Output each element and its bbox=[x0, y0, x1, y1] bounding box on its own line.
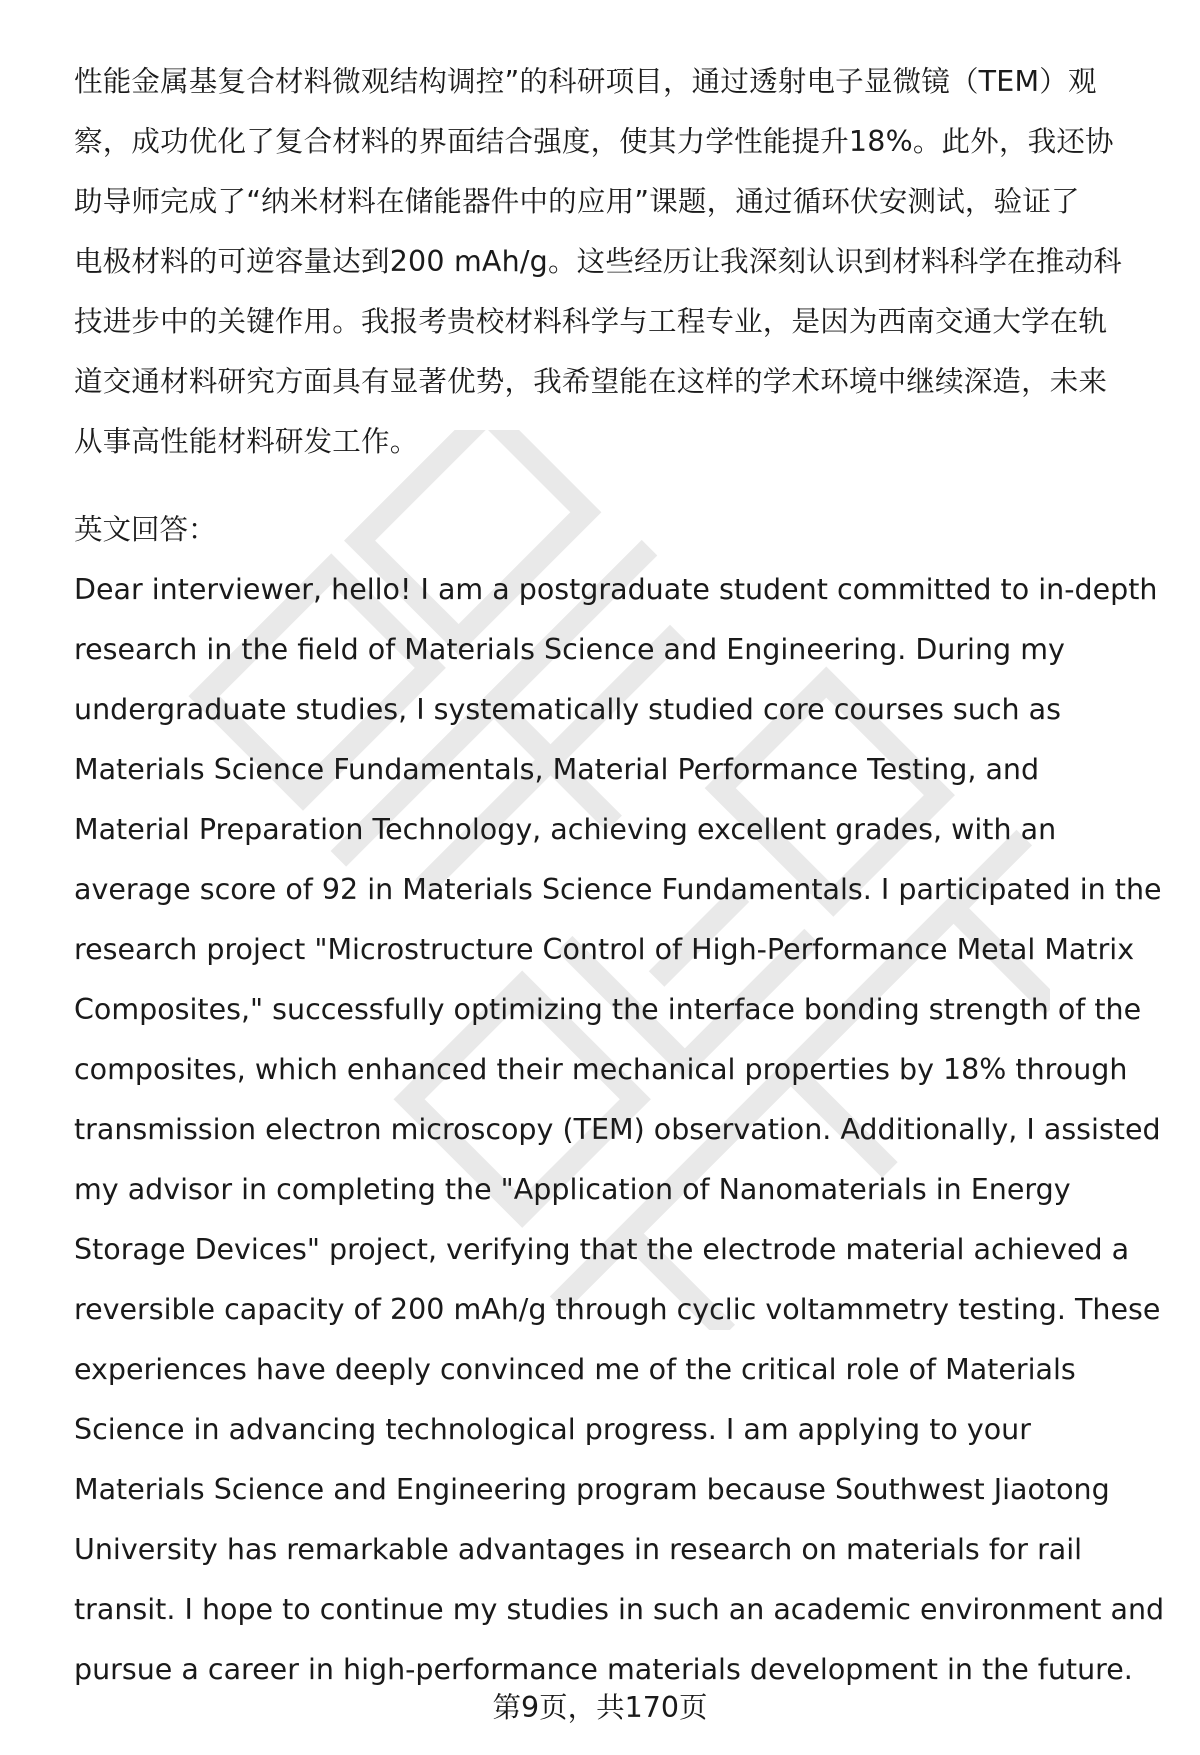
chinese-line: 电极材料的可逆容量达到200 mAh/g。这些经历让我深刻认识到材料科学在推动科 bbox=[74, 245, 1122, 278]
english-line: transit. I hope to continue my studies in such an academic environment and bbox=[74, 1593, 1165, 1626]
chinese-line: 助导师完成了“纳米材料在储能器件中的应用”课题，通过循环伏安测试，验证了 bbox=[74, 185, 1080, 218]
english-line: University has remarkable advantages in research on materials for rail bbox=[74, 1533, 1083, 1566]
english-line: composites, which enhanced their mechanical properties by 18% through bbox=[74, 1053, 1128, 1086]
english-line: Science in advancing technological progress. I am applying to your bbox=[74, 1413, 1031, 1446]
english-line: Composites," successfully optimizing the interface bonding strength of the bbox=[74, 993, 1142, 1026]
english-line: Material Preparation Technology, achieving excellent grades, with an bbox=[74, 813, 1057, 846]
english-line: research project "Microstructure Control of High-Performance Metal Matrix bbox=[74, 933, 1135, 966]
english-line: Materials Science Fundamentals, Material Performance Testing, and bbox=[74, 753, 1040, 786]
english-line: experiences have deeply convinced me of the critical role of Materials bbox=[74, 1353, 1076, 1386]
english-line: Dear interviewer, hello! I am a postgraduate student committed to in-depth bbox=[74, 573, 1158, 606]
chinese-answer-paragraph bbox=[74, 52, 1160, 472]
chinese-line: 道交通材料研究方面具有显著优势，我希望能在这样的学术环境中继续深造，未来 bbox=[74, 365, 1108, 398]
english-line: Materials Science and Engineering program because Southwest Jiaotong bbox=[74, 1473, 1110, 1506]
english-line: undergraduate studies, I systematically studied core courses such as bbox=[74, 693, 1061, 726]
document-content bbox=[74, 52, 1165, 1700]
english-answer-label: 英文回答： bbox=[74, 513, 217, 546]
page-indicator: 第9页，共170页 bbox=[492, 1691, 708, 1724]
english-line: reversible capacity of 200 mAh/g through cyclic voltammetry testing. These bbox=[74, 1293, 1161, 1326]
english-line: research in the field of Materials Science and Engineering. During my bbox=[74, 633, 1065, 666]
chinese-line: 技进步中的关键作用。我报考贵校材料科学与工程专业，是因为西南交通大学在轨 bbox=[74, 305, 1108, 338]
chinese-line: 从事高性能材料研发工作。 bbox=[74, 425, 419, 458]
english-answer-paragraph bbox=[74, 560, 1165, 1700]
english-line: my advisor in completing the "Application of Nanomaterials in Energy bbox=[74, 1173, 1071, 1206]
english-line: transmission electron microscopy (TEM) observation. Additionally, I assisted bbox=[74, 1113, 1161, 1146]
english-line: Storage Devices" project, verifying that the electrode material achieved a bbox=[74, 1233, 1130, 1266]
chinese-line: 性能金属基复合材料微观结构调控”的科研项目，通过透射电子显微镜（TEM）观 bbox=[74, 65, 1097, 98]
english-line: average score of 92 in Materials Science Fundamentals. I participated in the bbox=[74, 873, 1162, 906]
chinese-line: 察，成功优化了复合材料的界面结合强度，使其力学性能提升18%。此外，我还协 bbox=[74, 125, 1114, 158]
english-line: pursue a career in high-performance materials development in the future. bbox=[74, 1653, 1133, 1686]
